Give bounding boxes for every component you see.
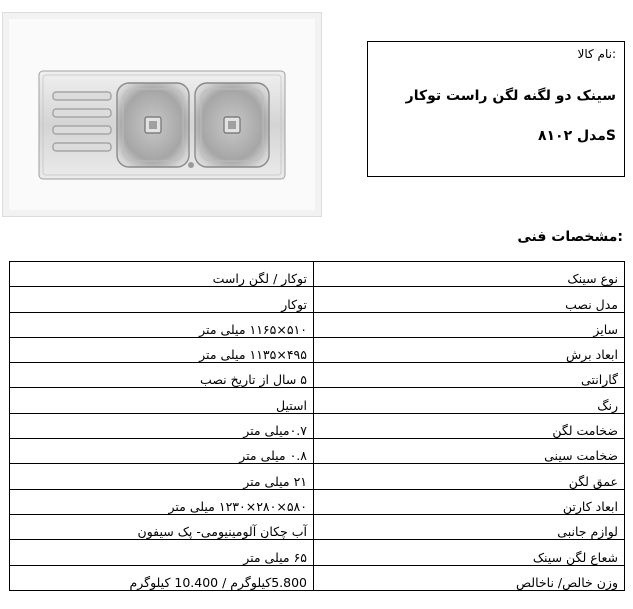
spec-value: ۵۸۰×۲۸۰×۱۲۳۰ میلی متر [10,489,314,514]
table-row [10,337,625,362]
table-row [10,413,625,438]
spec-label: ضخامت سینی [314,439,625,464]
spec-value: ۴۹۵×۱۱۳۵ میلی متر [10,337,314,362]
table-row [10,464,625,489]
table-row [10,312,625,337]
spec-label: وزن خالص/ ناخالص [314,565,625,590]
spec-label: عمق لگن [314,464,625,489]
spec-label: رنگ [314,388,625,413]
product-info-box [367,41,625,177]
spec-label: گارانتی [314,363,625,388]
table-row [10,363,625,388]
table-row [10,287,625,312]
table-row [10,388,625,413]
table-row [10,262,625,287]
product-image-frame [2,12,322,217]
product-title: سینک دو لگنه لگن راست توکار [405,88,616,104]
spec-value: 5.800کیلوگرم / 10.400 کیلوگرم [10,565,314,590]
spec-value: آب چکان آلومینیومی- پک سیفون [10,514,314,539]
table-row [10,514,625,539]
spec-value: ۵۱۰×۱۱۶۵ میلی متر [10,312,314,337]
product-image [9,19,315,210]
spec-value: توکار [10,287,314,312]
spec-value: ۵ سال از تاریخ نصب [10,363,314,388]
spec-label: مدل نصب [314,287,625,312]
spec-label: ضخامت لگن [314,413,625,438]
specs-table [9,261,625,591]
table-row [10,439,625,464]
product-name-label: نام کالا: [577,47,616,61]
spec-label: نوع سینک [314,262,625,287]
spec-label: ابعاد کارتن [314,489,625,514]
spec-label: لوازم جانبی [314,514,625,539]
spec-value: ۲۱ میلی متر [10,464,314,489]
table-row [10,489,625,514]
spec-value: ۰.۷میلی متر [10,413,314,438]
spec-label: شعاع لگن سینک [314,540,625,565]
spec-label: سایز [314,312,625,337]
spec-value: ۶۵ میلی متر [10,540,314,565]
product-model: مدل ۸۱۰۲S [537,128,616,144]
table-row [10,565,625,590]
spec-value: توکار / لگن راست [10,262,314,287]
table-row [10,540,625,565]
spec-value: ۰.۸ میلی متر [10,439,314,464]
spec-label: ابعاد برش [314,337,625,362]
spec-value: استیل [10,388,314,413]
specs-heading: مشخصات فنی: [517,229,623,245]
sink-illustration [9,19,315,210]
